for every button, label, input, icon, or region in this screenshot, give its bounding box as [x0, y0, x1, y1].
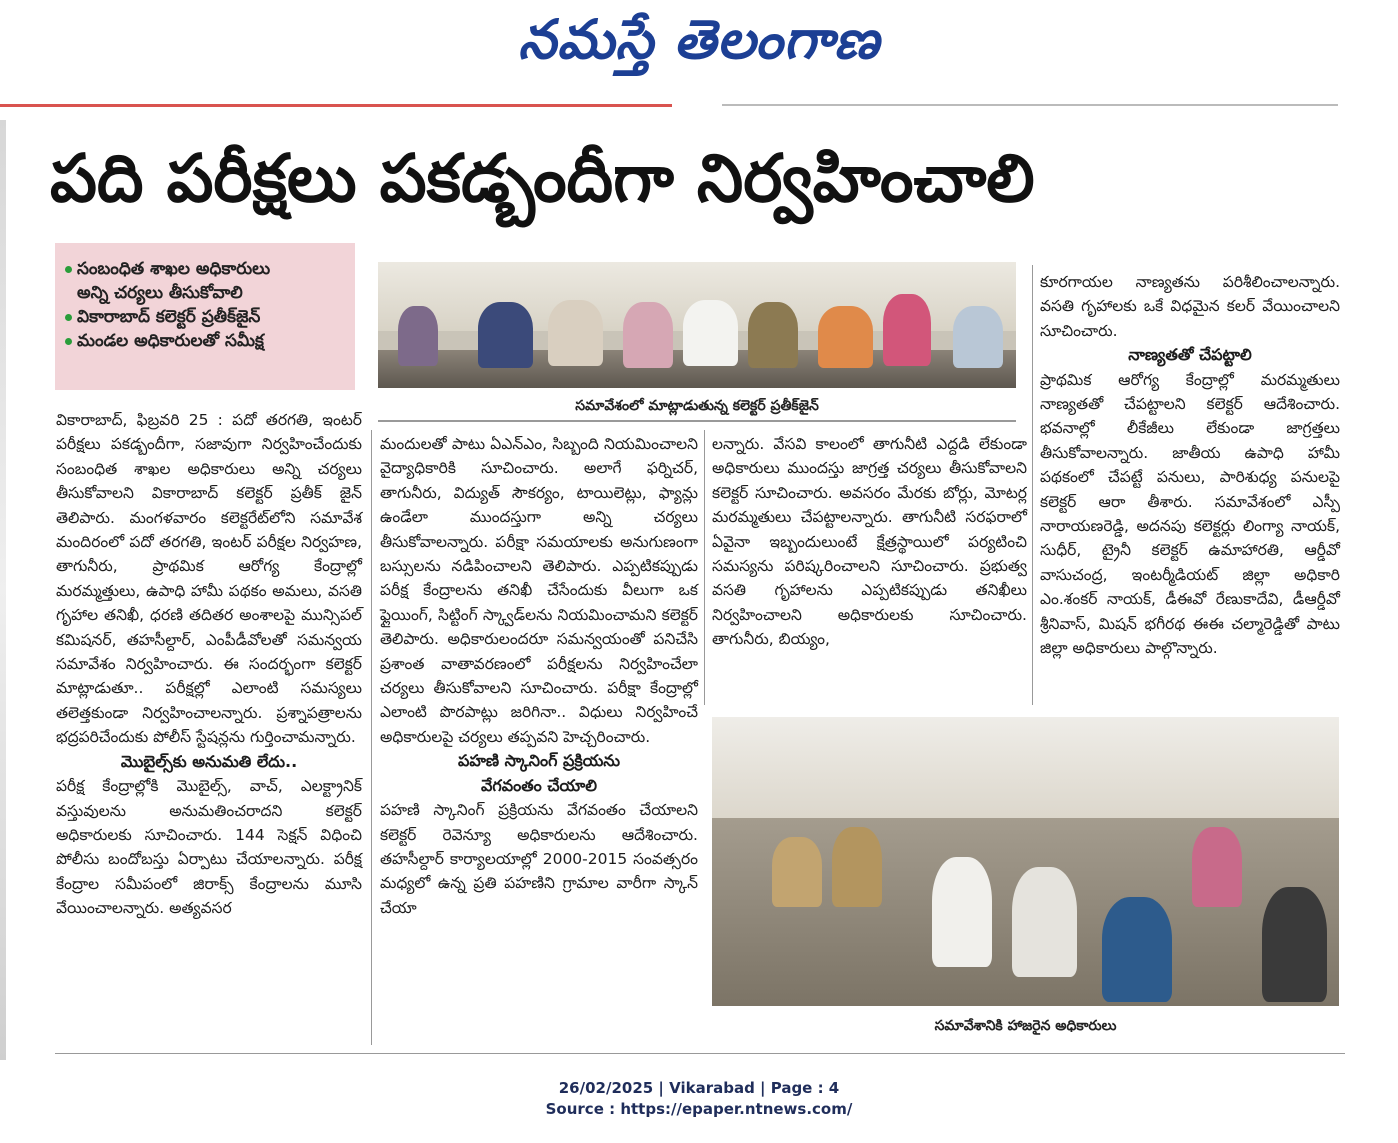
masthead-divider-red [0, 104, 672, 107]
bullet-icon [65, 266, 72, 273]
footer [0, 1078, 1398, 1120]
masthead-divider-grey [722, 104, 1338, 106]
article-column-4 [1040, 270, 1340, 661]
column-divider [371, 430, 372, 1045]
footer-date-page: 26/02/2025 | Vikarabad | Page : 4 [558, 1079, 840, 1097]
highlight-item: సంబంధిత శాఖల అధికారులు [65, 257, 347, 281]
bottom-divider [55, 1053, 1345, 1054]
article-paragraph: పహణి స్కానింగ్ ప్రక్రియను వేగవంతం చేయాలని కలెక్టర్ రెవెన్యూ అధికారులను ఆదేశించారు. తహసీల్దార్ కార్యాలయాల్లో 2000-2015 సంవత్సరం మధ్యలో ఉన్న ప్రతి పహణిని గ్రామాల వారీగా స్కాన్ చేయా [380, 801, 698, 917]
article-subheading: పహణి స్కానింగ్ ప్రక్రియను [457, 751, 621, 771]
photo-collector-meeting [378, 262, 1016, 388]
article-paragraph: కూరగాయల నాణ్యతను పరిశీలించాలన్నారు. వసతి గృహాలకు ఒకే విధమైన కలర్ వేయించాలని సూచించారు. [1040, 273, 1340, 340]
article-paragraph: వికారాబాద్, ఫిబ్రవరి 25 : పదో తరగతి, ఇంటర్ పరీక్షలు పకడ్బందీగా, సజావుగా నిర్వహించేందుకు సంబంధిత శాఖల అధికారులు అన్ని చర్యలు తీసుకోవాలని వికారాబాద్ కలెక్టర్ ప్రతీక్ జైన్ తెలిపారు. మంగళవారం కలెక్టరేట్‌లోని సమావేశ మందిరంలో పదో తరగతి, ఇంటర్ పరీక్షల నిర్వహణ, తాగునీరు, ప్రాథమిక ఆరోగ్య కేంద్రాల్లో మరమ్మత్తులు, ఉపాధి హామీ పథకం అమలు, వసతి గృహాల తనిఖీ, ధరణి తదితర అంశాలపై మున్సిపల్ కమిషనర్, తహసీల్దార్, ఎంపీడీవోలతో సమన్వయ సమావేశం నిర్వహించారు. ఈ సందర్భంగా కలెక్టర్ మాట్లాడుతూ.. పరీక్షల్లో ఎలాంటి సమస్యలు తలెత్తకుండా నిర్వహించాలన్నారు. ప్రశ్నాపత్రాలను భద్రపరిచేందుకు పోలీస్ స్టేషన్లను గుర్తించామన్నారు. [56, 411, 362, 747]
highlight-item: మండల అధికారులతో సమీక్ష [65, 329, 347, 353]
bullet-icon [65, 338, 72, 345]
newspaper-logo: నమస్తే తెలంగాణ [518, 8, 880, 71]
article-paragraph: ప్రాథమిక ఆరోగ్య కేంద్రాల్లో మరమ్మతులు నాణ్యతతో చేపట్టాలని కలెక్టర్ ఆదేశించారు. భవనాల్లో లీకేజీలు లేకుండా జాగ్రత్తలు తీసుకోవాలన్నారు. జాతీయ ఉపాధి హామీ పథకంలో చేపట్టే పనులు, పారిశుధ్య పనులపై కలెక్టర్ ఆరా తీశారు. సమావేశంలో ఎస్పీ నారాయణరెడ్డి, అదనపు కలెక్టర్లు లింగ్యా నాయక్, సుధీర్, ట్రైనీ కలెక్టర్ ఉమాహారతి, ఆర్డీవో వాసుచంద్ర, ఇంటర్మీడియట్ జిల్లా అధికారి ఎం.శంకర్ నాయక్, డీఈవో రేణుకాదేవి, డీఆర్డీవో శ్రీనివాస్, మిషన్ భగీరథ ఈఈ చల్మారెడ్డితో పాటు జిల్లా అధికారులు పాల్గొన్నారు. [1040, 370, 1340, 658]
column-divider [704, 430, 705, 705]
article-column-1 [56, 408, 362, 921]
article-subheading: వేగవంతం చేయాలి [481, 775, 597, 795]
photo1-caption: సమావేశంలో మాట్లాడుతున్న కలెక్టర్ ప్రతీక్‌జైన్ [378, 398, 1016, 422]
highlight-item-continuation: అన్ని చర్యలు తీసుకోవాలి [77, 283, 243, 303]
article-subheading: నాణ్యతతో చేపట్టాలి [1128, 345, 1252, 365]
highlights-box [55, 243, 355, 390]
highlight-item: వికారాబాద్ కలెక్టర్ ప్రతీక్‌జైన్ [65, 305, 347, 329]
column-divider [1032, 265, 1033, 705]
photo2-caption: సమావేశానికి హాజరైన అధికారులు [934, 1018, 1117, 1034]
article-paragraph: పరీక్ష కేంద్రాల్లోకి మొబైల్స్, వాచ్, ఎలక్ట్రానిక్ వస్తువులను అనుమతించరాదని కలెక్టర్ అధికారులకు సూచించారు. 144 సెక్షన్ విధించి పోలీసు బందోబస్తు ఏర్పాటు చేయాలన్నారు. పరీక్ష కేంద్రాల సమీపంలో జిరాక్స్ కేంద్రాలను మూసి వేయించాలన్నారు. అత్యవసర [56, 777, 362, 918]
masthead [0, 0, 1398, 92]
footer-source-link[interactable]: Source : https://epaper.ntnews.com/ [545, 1100, 853, 1118]
photo-officials-attending [712, 717, 1339, 1006]
article-column-3: లన్నారు. వేసవి కాలంలో తాగునీటి ఎద్దడి లేకుండా అధికారులు ముందస్తు జాగ్రత్త చర్యలు తీసుకోవాలని కలెక్టర్ సూచించారు. అవసరం మేరకు బోర్లు, మోటర్ల మరమ్మతులు చేపట్టాలన్నారు. తాగునీటి సరఫరాలో ఏవైనా ఇబ్బందులుంటే క్షేత్రస్థాయిలో పర్యటించి సమస్యను పరిష్కరించాలని సూచించారు. ప్రభుత్వ వసతి గృహాలను ఎప్పటికప్పుడు తనిఖీలు నిర్వహించాలని అధికారులకు సూచించారు. తాగునీరు, బియ్యం, [712, 435, 1027, 649]
headline: పది పరీక్షలు పకడ్బందీగా నిర్వహించాలి [50, 140, 1035, 217]
bullet-icon [65, 314, 72, 321]
adjacent-page-edge [0, 120, 6, 1060]
article-column-2 [380, 432, 698, 920]
article-paragraph: మందులతో పాటు ఏఎన్ఎం, సిబ్బంది నియమించాలని వైద్యాధికారికి సూచించారు. అలాగే ఫర్నిచర్, తాగునీరు, విద్యుత్ సౌకర్యం, టాయిలెట్లు, ఫ్యాన్లు ఉండేలా ముందస్తుగా అన్ని చర్యలు తీసుకోవాలన్నారు. పరీక్షా సమయాలకు అనుగుణంగా బస్సులను నడిపించాలని తెలిపారు. ఎప్పటికప్పుడు పరీక్ష కేంద్రాలను తనిఖీ చేసేందుకు వీలుగా ఒక ఫ్లైయింగ్, సిట్టింగ్ స్క్వాడ్‌లను నియమించామని కలెక్టర్ తెలిపారు. అధికారులందరూ సమన్వయంతో పనిచేసి ప్రశాంత వాతావరణంలో పరీక్షలను నిర్వహించేలా చర్యలు తీసుకోవాలని సూచించారు. పరీక్షా కేంద్రాల్లో ఎలాంటి పొరపాట్లు జరిగినా.. విధులు నిర్వహించే అధికారులపై చర్యలు తప్పవని హెచ్చరించారు. [380, 435, 698, 746]
article-subheading: మొబైల్స్‌కు అనుమతి లేదు.. [120, 751, 298, 771]
